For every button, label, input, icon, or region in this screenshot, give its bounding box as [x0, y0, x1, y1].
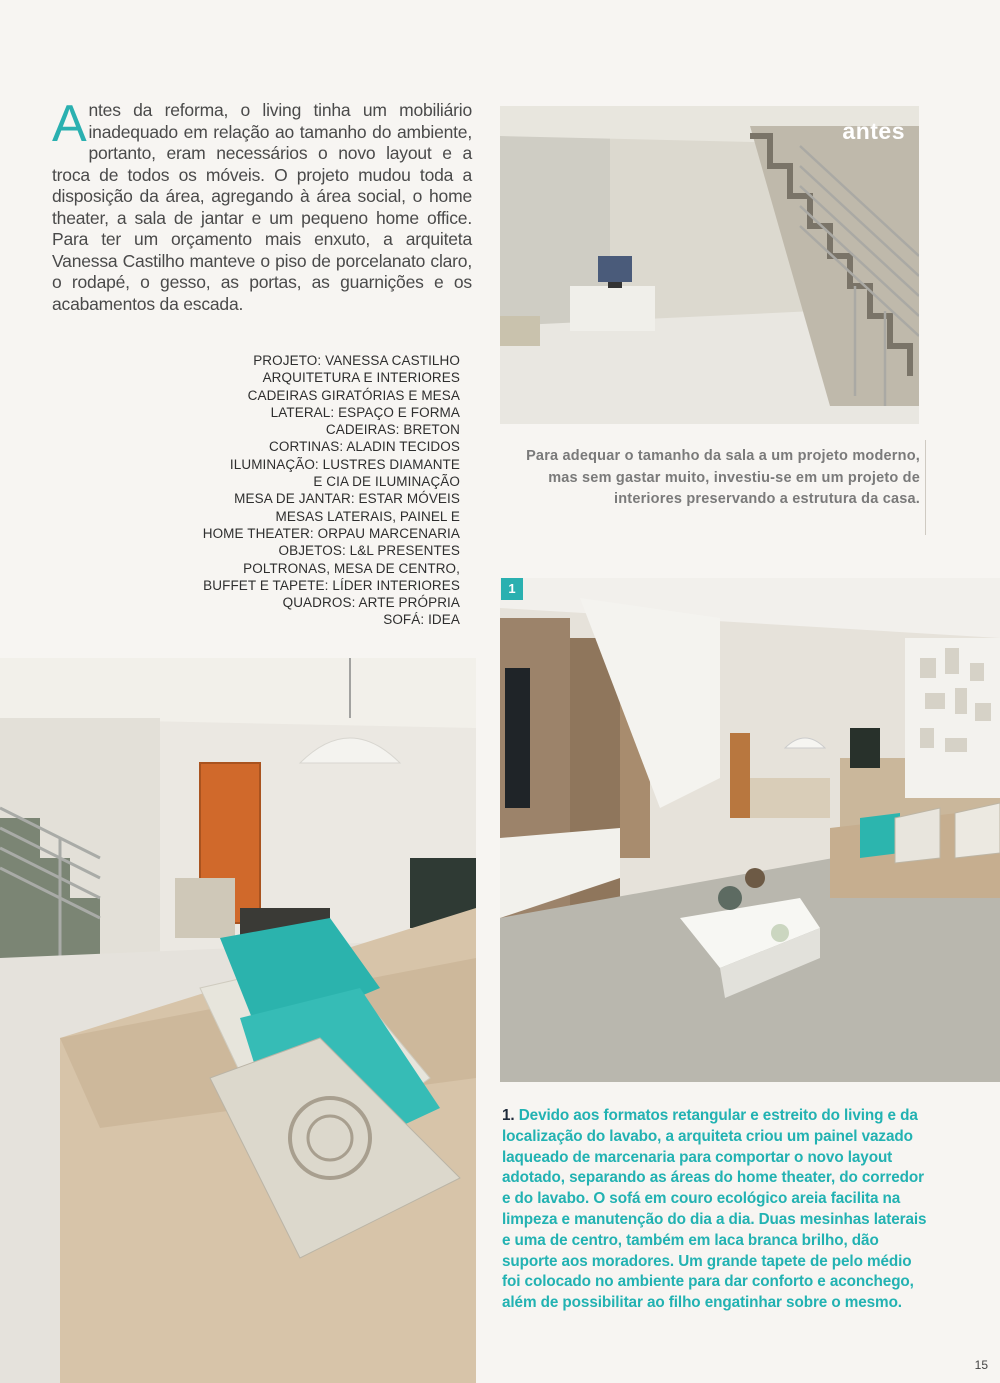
living-photo-main — [0, 658, 476, 1383]
credit-line: ARQUITETURA E INTERIORES — [262, 370, 460, 386]
before-photo-caption: Para adequar o tamanho da sala a um projeto moderno, mas sem gastar muito, investiu-se em um projeto de interiores preservando a estrutura da casa. — [526, 448, 920, 507]
credit-line: CORTINAS: ALADIN TECIDOS — [269, 439, 460, 455]
caption-text: Devido aos formatos retangular e estreito do living e da localização do lavabo, a arquiteta criou um painel vazado laqueado de marcenaria para comportar o novo layout adotado, separando as áreas do home theater, do corredor e do lavabo. O sofá em couro ecológico areia facilita na limpeza e manutenção do dia a dia. Duas mesinhas laterais e uma de centro, também em laca branca brilho, dão suporte aos moradores. Um grande tapete de pelo médio foi colocado no ambiente para dar conforto e aconchego, além de possibilitar ao filho engatinhar sobre o mesmo. — [502, 1107, 927, 1312]
photo-1-caption — [502, 1106, 930, 1314]
credit-line: E CIA DE ILUMINAÇÃO — [313, 474, 460, 490]
credits-list — [160, 352, 460, 629]
credit-line: MESA DE JANTAR: ESTAR MÓVEIS — [234, 491, 460, 507]
living-sofa-illustration — [0, 658, 476, 1383]
credit-line: OBJETOS: L&L PRESENTES — [278, 543, 460, 559]
before-label: antes — [842, 118, 905, 144]
credit-line: BUFFET E TAPETE: LÍDER INTERIORES — [203, 577, 460, 593]
living-room-illustration — [500, 578, 1000, 1082]
credit-line: MESAS LATERAIS, PAINEL E — [275, 508, 460, 524]
credit-line: CADEIRAS: BRETON — [325, 422, 460, 438]
page-number: 15 — [974, 1358, 988, 1372]
drop-cap: A — [52, 95, 87, 153]
intro-paragraph — [52, 95, 472, 315]
credit-line: SOFÁ: IDEA — [383, 612, 460, 628]
credit-line: QUADROS: ARTE PRÓPRIA — [282, 595, 460, 611]
caption-divider — [925, 440, 926, 535]
credit-line: CADEIRAS GIRATÓRIAS E MESA — [247, 387, 460, 403]
caption-number: 1. — [502, 1107, 515, 1124]
credit-line: PROJETO: VANESSA CASTILHO — [253, 353, 460, 368]
credit-line: ILUMINAÇÃO: LUSTRES DIAMANTE — [229, 456, 460, 472]
before-room-illustration — [500, 106, 919, 424]
intro-text: ntes da reforma, o living tinha um mobiliário inadequado em relação ao tamanho do ambiente, portanto, eram necessários o novo layout e a troca de todos os móveis. O projeto mudou toda a disposição da área, agregando à área social, o home theater, a sala de jantar e um pequeno home office. Para ter um orçamento mais enxuto, a arquiteta Vanessa Castilho manteve o piso de porcelanato claro, o rodapé, o gesso, as portas, as guarnições e os acabamentos da escada. — [52, 100, 472, 314]
before-photo — [500, 106, 919, 424]
credit-line: POLTRONAS, MESA DE CENTRO, — [243, 560, 460, 576]
photo-number-badge: 1 — [501, 578, 523, 600]
credit-line: HOME THEATER: ORPAU MARCENARIA — [202, 525, 460, 541]
living-photo-1 — [500, 578, 1000, 1082]
credit-line: LATERAL: ESPAÇO E FORMA — [270, 404, 460, 420]
